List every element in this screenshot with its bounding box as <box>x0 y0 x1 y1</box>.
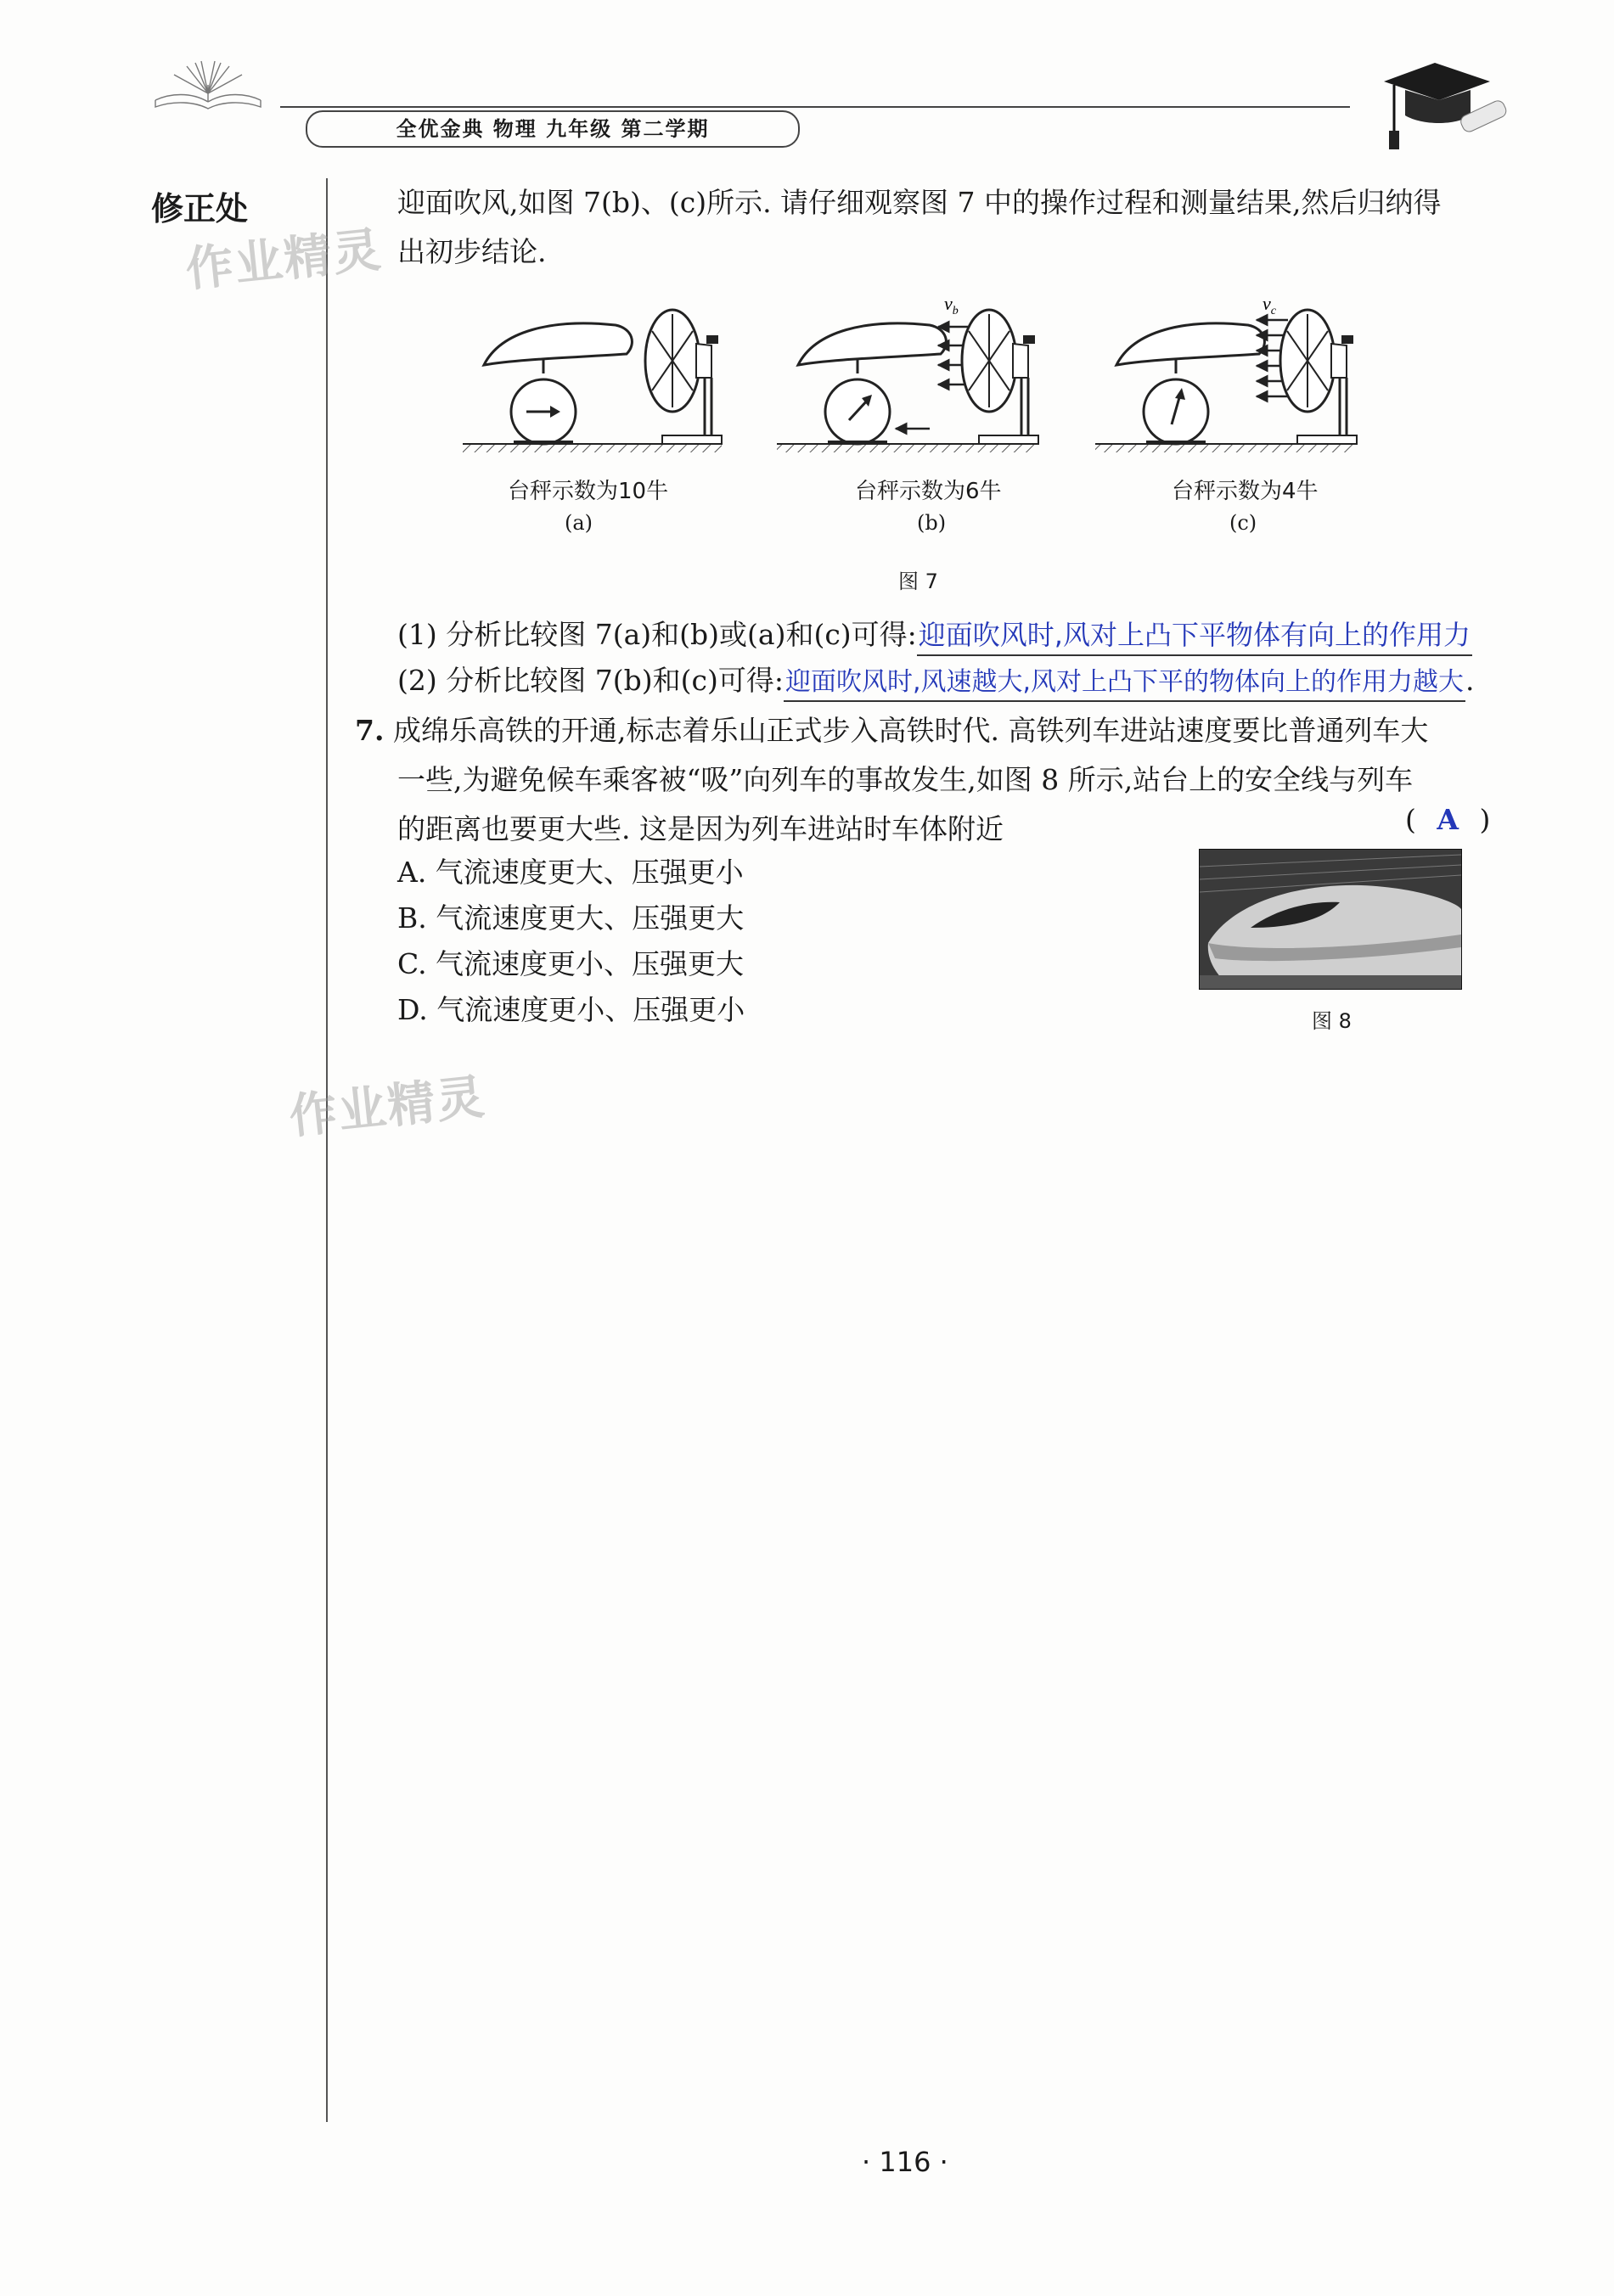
panel-c-reading: 台秤示数为4牛 <box>1172 479 1319 504</box>
q7-option-b: B. 气流速度更大、压强更大 <box>397 901 745 935</box>
panel-b-reading: 台秤示数为6牛 <box>855 479 1002 504</box>
page-number: · 116 · <box>862 2146 948 2178</box>
intro-line: 出初步结论. <box>397 235 547 268</box>
q7-line: 一些,为避免候车乘客被“吸”向列车的事故发生,如图 8 所示,站台上的安全线与列车 <box>397 763 1414 796</box>
panel-a <box>463 310 722 452</box>
q6-part1-answer: 迎面吹风时,风对上凸下平物体有向上的作用力 <box>917 619 1472 656</box>
q6-part2-answer: 迎面吹风时,风速越大,风对上凸下平的物体向上的作用力越大 <box>784 667 1465 702</box>
velocity-label-c: $v_c$ <box>1263 293 1276 317</box>
q6-part2-end: . <box>1465 664 1475 697</box>
q7-line: 的距离也要更大些. 这是因为列车进站时车体附近 <box>397 812 1004 845</box>
panel-b <box>777 310 1038 452</box>
panel-c-label: (c) <box>1229 511 1257 535</box>
q6-part2-prompt: (2) 分析比较图 7(b)和(c)可得: <box>397 664 784 697</box>
margin-divider <box>326 178 328 2122</box>
panel-c <box>1095 310 1357 452</box>
graduation-cap-icon <box>1375 56 1511 158</box>
q7-option-d: D. 气流速度更小、压强更小 <box>397 993 745 1026</box>
q7-line: 成绵乐高铁的开通,标志着乐山正式步入高铁时代. 高铁列车进站速度要比普通列车大 <box>392 714 1429 747</box>
q6-part1-prompt: (1) 分析比较图 7(a)和(b)或(a)和(c)可得: <box>397 618 917 651</box>
header-title: 全优金典 物理 九年级 第二学期 <box>306 110 800 148</box>
q7-option-a: A. 气流速度更大、压强更小 <box>397 856 744 889</box>
watermark: 作业精灵 <box>286 1069 489 1145</box>
panel-a-label: (a) <box>565 511 593 535</box>
book-icon <box>149 59 267 112</box>
velocity-label-b: $v_b$ <box>944 293 959 317</box>
figure-8-caption: 图 8 <box>1312 1009 1352 1033</box>
correction-sidebar-label: 修正处 <box>151 190 249 227</box>
header-rule <box>280 106 1350 108</box>
intro-paragraph <box>397 178 1510 277</box>
watermark: 作业精灵 <box>183 222 385 298</box>
panel-a-reading: 台秤示数为10牛 <box>508 479 669 504</box>
q7-stem <box>355 706 1510 854</box>
intro-line: 迎面吹风,如图 7(b)、(c)所示. 请仔细观察图 7 中的操作过程和测量结果,然后归纳得 <box>397 186 1442 219</box>
q6-part2 <box>397 659 1475 699</box>
q7-option-c: C. 气流速度更小、压强更大 <box>397 947 745 980</box>
q7-answer: A <box>1437 803 1459 836</box>
figure-7-caption: 图 7 <box>898 570 938 593</box>
train-photo <box>1199 849 1462 990</box>
panel-b-label: (b) <box>917 511 947 535</box>
q7-answer-bracket: ( A ) <box>1405 803 1491 836</box>
figure-7 <box>441 293 1401 547</box>
q7-number: 7. <box>355 714 385 747</box>
q6-part1 <box>397 613 1472 653</box>
